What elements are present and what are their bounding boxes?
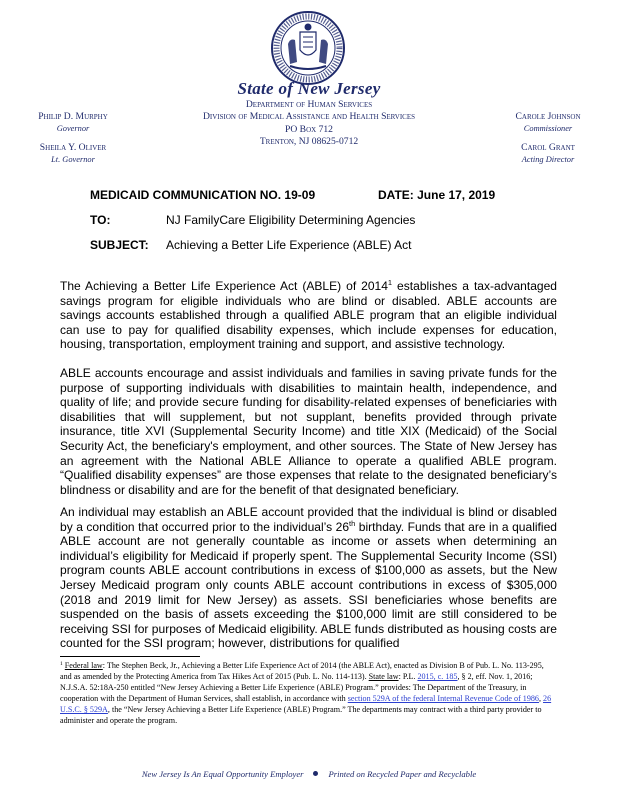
footer-recycled: Printed on Recycled Paper and Recyclable xyxy=(328,769,477,779)
footnote-ref: 1 xyxy=(387,278,393,287)
director-name: Carol Grant xyxy=(521,142,575,153)
usc-529a-link[interactable]: 26 U.S.C. § 529A xyxy=(60,694,552,715)
paragraph-3 xyxy=(60,505,557,651)
governor-name: Philip D. Murphy xyxy=(38,111,108,122)
commissioner-name: Carole Johnson xyxy=(515,111,581,122)
subject-value: Achieving a Better Life Experience (ABLE) Act xyxy=(166,238,412,252)
officials-left xyxy=(13,111,133,165)
p3-text-b: birthday. Funds that are in a qualified ABLE account are not generally countable as income or assets when determining an individual’s eligibility for Medicaid if properly spent. The Supplemental Security Income (SSI) program counts ABLE account contributions in excess of $100,000 as assets, but the New Jersey Medicaid program only counts ABLE account contributions in excess of $305,000 (2018 and 2019 limit for New Jersey) as assets. SSI beneficiaries whose benefits are suspended on the basis of assets exceeding the $100,000 limit are still considered to be receiving SSI for purposes of Medicaid eligibility. ABLE funds distributed as housing costs are counted for the SSI program; however, distributions for qualified xyxy=(60,519,557,651)
lt-governor-title: Lt. Governor xyxy=(51,154,95,164)
state-law-label: State law xyxy=(368,672,399,682)
p3-ordinal: th xyxy=(349,518,356,528)
to-label: TO: xyxy=(90,213,111,227)
po-box: PO Box 712 xyxy=(285,123,333,135)
officials-right xyxy=(485,111,611,165)
p1-text-b: establishes a tax-advantaged savings program for eligible individuals who are blind or disabled. ABLE accounts are savings accounts established through a qualified ABLE program that an eligible individual can use to pay for qualified disability expenses, which include expenses for education, housing, transportation, employment training and support, and assistive technology. xyxy=(60,279,557,352)
bullet-icon xyxy=(313,771,318,776)
communication-number: MEDICAID COMMUNICATION NO. 19-09 xyxy=(90,188,316,202)
federal-law-text: : The Stephen Beck, Jr., Achieving a Better Life Experience Act of 2014 (the ABLE Act), enacted as Division B of Pub. L. No. 113-295, and as amended by the Protecting America from Tax Hikes Act of 2015 (Pub. L. No. 114-113). xyxy=(60,661,544,682)
city-line: Trenton, NJ 08625-0712 xyxy=(259,135,359,147)
lt-governor-name: Sheila Y. Oliver xyxy=(39,142,107,153)
to-value: NJ FamilyCare Eligibility Determining Agencies xyxy=(166,213,416,227)
communication-date: DATE: June 17, 2019 xyxy=(378,188,496,202)
p1-text-a: The Achieving a Better Life Experience Act (ABLE) of 2014 xyxy=(60,279,388,293)
page-footer xyxy=(0,769,618,779)
division-name: Division of Medical Assistance and Health Services xyxy=(202,111,416,123)
director-title: Acting Director xyxy=(521,154,575,164)
state-name: State of New Jersey xyxy=(237,79,381,98)
p3-text-a: An individual may establish an ABLE account provided that the individual is blind or disabled by a condition that occurred prior to the individual’s 26 xyxy=(60,505,557,534)
footnote-number: 1 xyxy=(60,661,63,667)
paragraph-1 xyxy=(60,279,557,352)
department-name: Department of Human Services xyxy=(245,99,373,110)
footnote xyxy=(60,660,557,727)
state-law-text-b: , § 2, eff. Nov. 1, 2016; N.J.S.A. 52:18A-250 entitled “New Jersey Achieving a Better Life Experience (ABLE) Program.” provides: The Department of the Treasury, in cooperation with the Department of Human Services, shall establish, in accordance with xyxy=(60,672,533,704)
footnote-divider xyxy=(60,656,200,657)
federal-law-label: Federal law xyxy=(64,661,103,670)
paragraph-2: ABLE accounts encourage and assist individuals and families in saving private funds for the purpose of supporting individuals with disabilities to maintain health, independence, and quality of life; and provide secure funding for disability-related expenses of beneficiaries with disabilities that will supplement, but not supplant, benefits provided through private insurance, title XVI (Supplemental Security Income) and title XIX (Medicaid) of the Social Security Act, the beneficiary's employment, and other sources. The State of New Jersey has an agreement with the National ABLE Alliance to operate a qualified ABLE program. “Qualified disability expenses” are those expenses that relate to the designated beneficiary’s blindness or disability and are for the benefit of that designated beneficiary. xyxy=(60,366,557,497)
governor-title: Governor xyxy=(56,123,90,133)
state-law-text-c: , the “New Jersey Achieving a Better Life Experience (ABLE) Program.” The departments may contract with a third party provider to administer and operate the program. xyxy=(60,705,542,726)
subject-label: SUBJECT: xyxy=(90,238,149,252)
footer-eoe: New Jersey Is An Equal Opportunity Employer xyxy=(141,769,304,779)
state-law-text-a: : P.L. xyxy=(398,672,418,682)
state-seal-icon xyxy=(270,10,346,86)
irc-529a-link[interactable]: section 529A of the federal Internal Revenue Code of 1986 xyxy=(347,694,539,704)
pl-2015-link[interactable]: 2015, c. 185 xyxy=(417,672,458,682)
link-separator: , xyxy=(538,694,544,704)
commissioner-title: Commissioner xyxy=(523,123,573,133)
